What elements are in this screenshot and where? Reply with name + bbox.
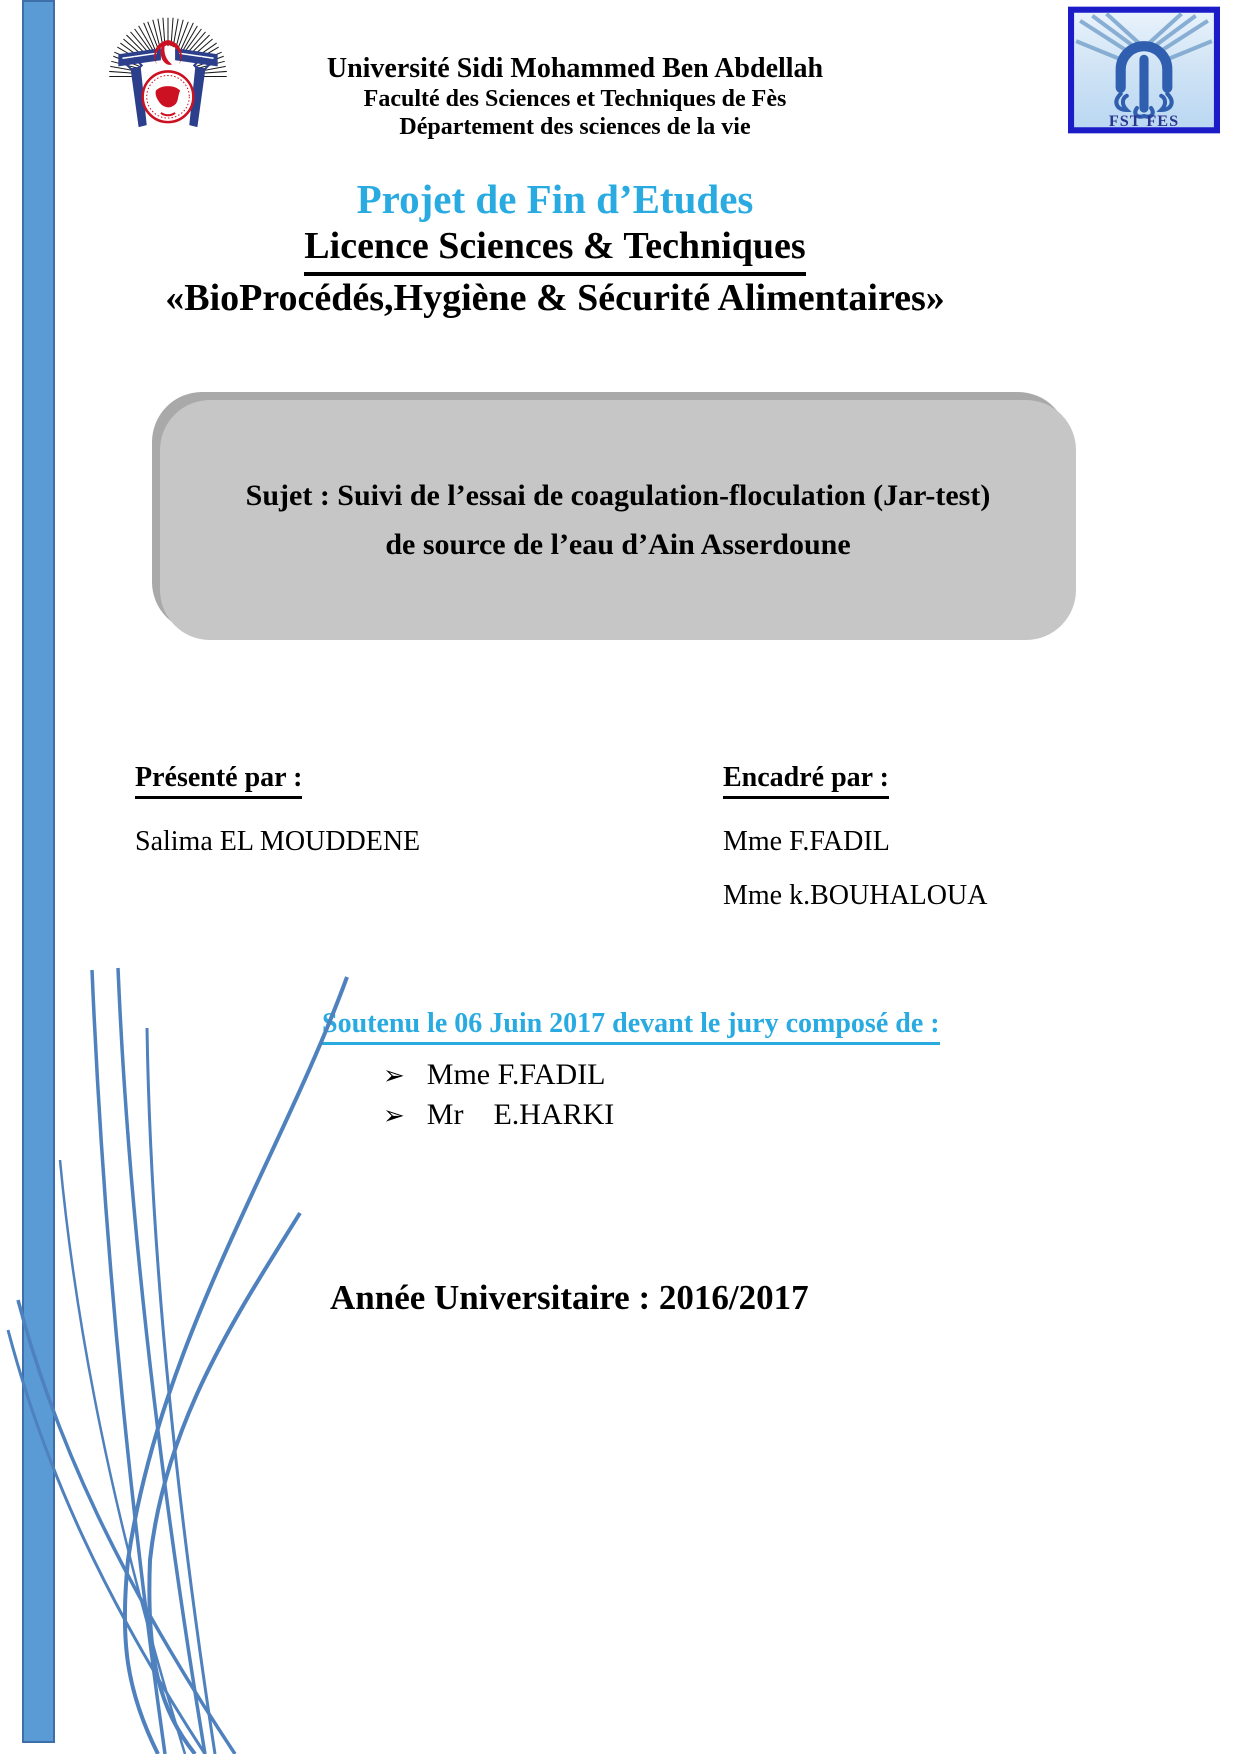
student-name: Salima EL MOUDDENE xyxy=(135,826,421,857)
project-type-title: Projet de Fin d’Etudes xyxy=(356,176,754,222)
jury-member-1-name: Mme F.FADIL xyxy=(426,1058,606,1091)
jury-member-2-name: Mr E.HARKI xyxy=(426,1098,615,1131)
supervised-by-label: Encadré par : xyxy=(723,762,889,799)
grass-strands-decoration xyxy=(0,860,600,1754)
speciality-title: «BioProcédés,Hygiène & Sécurité Alimentaires» xyxy=(165,276,945,319)
university-name: Université Sidi Mohammed Ben Abdellah xyxy=(326,53,824,84)
defense-heading: Soutenu le 06 Juin 2017 devant le jury composé de : xyxy=(322,1008,940,1045)
subject-line-1: Sujet : Suivi de l’essai de coagulation-floculation (Jar-test) xyxy=(245,478,991,512)
subject-line-2: de source de l’eau d’Ain Asserdoune xyxy=(385,528,851,561)
university-seal-icon xyxy=(92,6,244,146)
department-name: Département des sciences de la vie xyxy=(399,114,751,141)
supervisor-name-2: Mme k.BOUHALOUA xyxy=(723,880,988,911)
degree-title: Licence Sciences & Techniques xyxy=(304,223,805,276)
arrow-bullet-icon: ➢ xyxy=(383,1061,405,1090)
fst-fes-label: FST FES xyxy=(1108,112,1180,131)
title-block xyxy=(20,176,1090,321)
arrow-bullet-icon: ➢ xyxy=(383,1101,405,1130)
supervisor-name-1: Mme F.FADIL xyxy=(723,826,890,857)
fst-fes-logo xyxy=(1068,6,1220,134)
subject-box xyxy=(160,400,1076,640)
header xyxy=(250,52,900,142)
faculty-name: Faculté des Sciences et Techniques de Fès xyxy=(363,86,787,113)
academic-year: Année Universitaire : 2016/2017 xyxy=(330,1278,809,1317)
presented-by-label: Présenté par : xyxy=(135,762,302,799)
